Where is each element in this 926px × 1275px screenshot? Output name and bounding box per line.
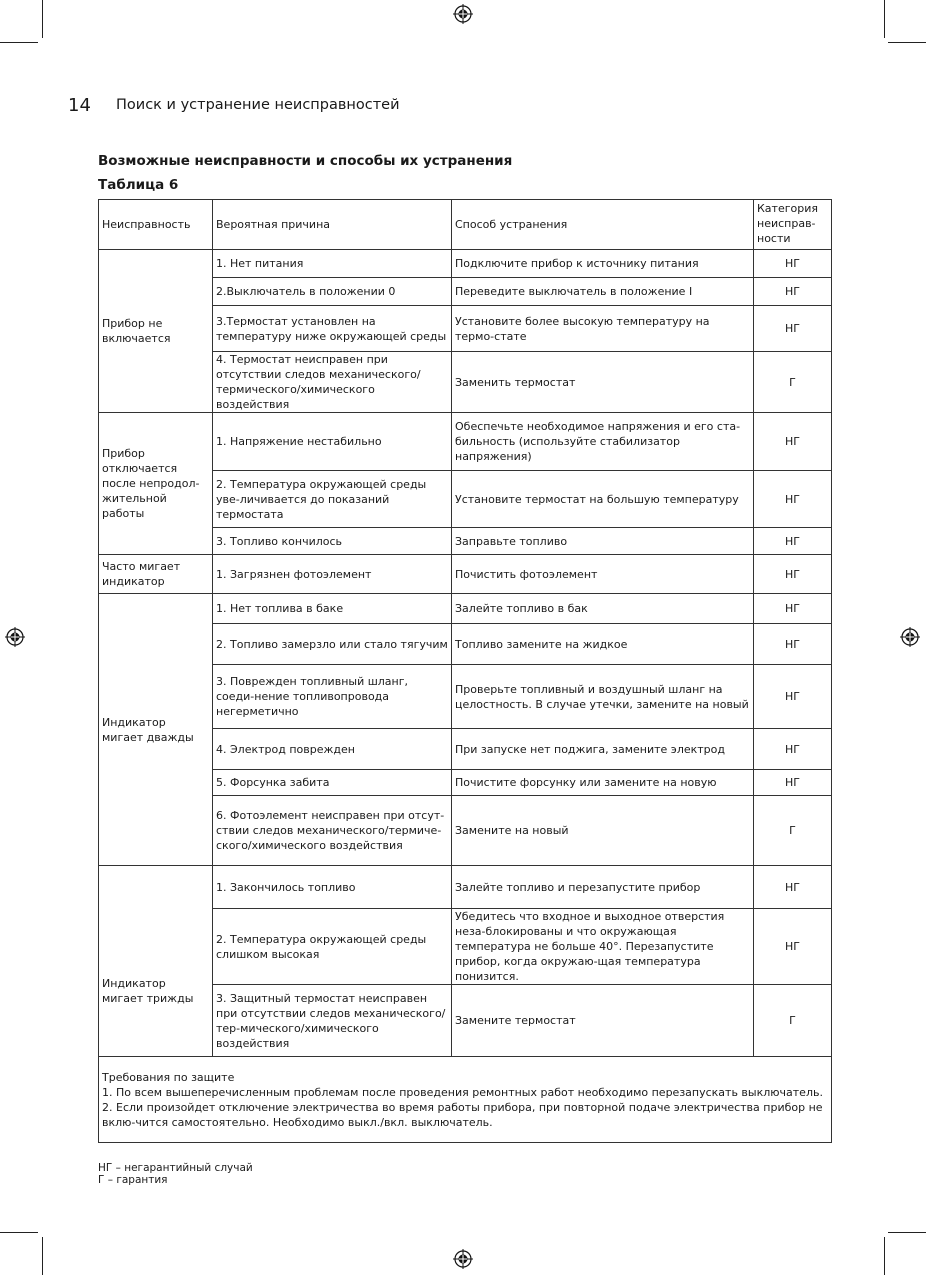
- cause-cell: 1. Нет питания: [213, 250, 452, 278]
- cause-cell: 1. Закончилось топливо: [213, 866, 452, 909]
- header-fault: Неисправность: [99, 200, 213, 250]
- category-cell: НГ: [754, 909, 832, 985]
- remedy-cell: При запуске нет поджига, замените электрод: [452, 729, 754, 770]
- category-cell: НГ: [754, 729, 832, 770]
- category-cell: НГ: [754, 471, 832, 528]
- crop-mark: [888, 1232, 926, 1233]
- remedy-cell: Замените термостат: [452, 985, 754, 1057]
- header-remedy: Способ устранения: [452, 200, 754, 250]
- header-category: Категория неисправ-ности: [754, 200, 832, 250]
- note-item: 1. По всем вышеперечисленным проблемам после проведения ремонтных работ необходимо перезапускать выключатель.: [102, 1085, 823, 1099]
- cause-cell: 6. Фотоэлемент неисправен при отсут-ствии следов механического/термиче-ского/химического воздействия: [213, 796, 452, 866]
- remedy-cell: Топливо замените на жидкое: [452, 624, 754, 665]
- fault-cell: Часто мигает индикатор: [99, 555, 213, 594]
- remedy-cell: Заменить термостат: [452, 352, 754, 413]
- category-cell: НГ: [754, 594, 832, 624]
- cause-cell: 3. Защитный термостат неисправен при отсутствии следов механического/тер-мического/химического воздействия: [213, 985, 452, 1057]
- fault-cell: Индикатор мигает трижды: [99, 866, 213, 1057]
- crop-mark: [0, 42, 38, 43]
- legend-ng: НГ – негарантийный случай: [98, 1162, 253, 1174]
- category-cell: НГ: [754, 413, 832, 471]
- crop-mark: [42, 1237, 43, 1275]
- cause-cell: 2. Температура окружающей среды слишком высокая: [213, 909, 452, 985]
- remedy-cell: Залейте топливо и перезапустите прибор: [452, 866, 754, 909]
- cause-cell: 2. Топливо замерзло или стало тягучим: [213, 624, 452, 665]
- remedy-cell: Установите термостат на большую температуру: [452, 471, 754, 528]
- cause-cell: 1. Напряжение нестабильно: [213, 413, 452, 471]
- fault-cell: Прибор не включается: [99, 250, 213, 413]
- table-row: [99, 594, 832, 624]
- cause-cell: 1. Загрязнен фотоэлемент: [213, 555, 452, 594]
- cause-cell: 1. Нет топлива в баке: [213, 594, 452, 624]
- cause-cell: 3.Термостат установлен на температуру ниже окружающей среды: [213, 306, 452, 352]
- table-row: [99, 413, 832, 471]
- remedy-cell: Убедитесь что входное и выходное отверстия неза-блокированы и что окружающая температура не больше 40°. Перезапустите прибор, когда окружаю-щая температура понизится.: [452, 909, 754, 985]
- cause-cell: 2. Температура окружающей среды уве-личивается до показаний термостата: [213, 471, 452, 528]
- remedy-cell: Замените на новый: [452, 796, 754, 866]
- category-cell: НГ: [754, 306, 832, 352]
- crop-mark: [888, 42, 926, 43]
- notes-row: [99, 1057, 832, 1143]
- category-cell: Г: [754, 796, 832, 866]
- page-number: 14: [68, 95, 91, 116]
- category-cell: НГ: [754, 250, 832, 278]
- remedy-cell: Почистить фотоэлемент: [452, 555, 754, 594]
- fault-cell: Прибор отключается после непродол-жительной работы: [99, 413, 213, 555]
- notes-cell: [99, 1057, 832, 1143]
- cause-cell: 3. Поврежден топливный шланг, соеди-нение топливопровода негерметично: [213, 665, 452, 729]
- remedy-cell: Проверьте топливный и воздушный шланг на целостность. В случае утечки, замените на новый: [452, 665, 754, 729]
- category-cell: НГ: [754, 665, 832, 729]
- table-row: [99, 555, 832, 594]
- cause-cell: 5. Форсунка забита: [213, 770, 452, 796]
- remedy-cell: Переведите выключатель в положение I: [452, 278, 754, 306]
- remedy-cell: Залейте топливо в бак: [452, 594, 754, 624]
- category-cell: Г: [754, 352, 832, 413]
- crop-mark: [42, 0, 43, 38]
- note-item: 2. Если произойдет отключение электричества во время работы прибора, при повторной подаче электричества прибор не вклю-чится самостоятельно. Необходимо выкл./вкл. выключатель.: [102, 1100, 823, 1129]
- crop-mark: [884, 1237, 885, 1275]
- category-cell: Г: [754, 985, 832, 1057]
- category-cell: НГ: [754, 866, 832, 909]
- registration-mark-icon: [900, 627, 920, 647]
- page-header-title: Поиск и устранение неисправностей: [116, 97, 400, 113]
- cause-cell: 3. Топливо кончилось: [213, 528, 452, 555]
- header-cause: Вероятная причина: [213, 200, 452, 250]
- remedy-cell: Обеспечьте необходимое напряжения и его ста-бильность (используйте стабилизатор напряжения): [452, 413, 754, 471]
- remedy-cell: Установите более высокую температуру на термо-стате: [452, 306, 754, 352]
- remedy-cell: Подключите прибор к источнику питания: [452, 250, 754, 278]
- legend: [98, 1162, 253, 1186]
- crop-mark: [884, 0, 885, 38]
- registration-mark-icon: [5, 627, 25, 647]
- category-cell: НГ: [754, 624, 832, 665]
- legend-g: Г – гарантия: [98, 1174, 168, 1186]
- table-row: [99, 250, 832, 278]
- category-cell: НГ: [754, 528, 832, 555]
- troubleshooting-table: [98, 199, 832, 1143]
- cause-cell: 4. Термостат неисправен при отсутствии следов механического/термического/химического воздействия: [213, 352, 452, 413]
- remedy-cell: Заправьте топливо: [452, 528, 754, 555]
- category-cell: НГ: [754, 555, 832, 594]
- registration-mark-icon: [453, 4, 473, 24]
- remedy-cell: Почистите форсунку или замените на новую: [452, 770, 754, 796]
- fault-cell: Индикатор мигает дважды: [99, 594, 213, 866]
- table-title: Таблица 6: [98, 177, 179, 193]
- category-cell: НГ: [754, 770, 832, 796]
- table-row: [99, 866, 832, 909]
- table-header-row: [99, 200, 832, 250]
- section-title: Возможные неисправности и способы их устранения: [98, 153, 513, 169]
- cause-cell: 2.Выключатель в положении 0: [213, 278, 452, 306]
- crop-mark: [0, 1232, 38, 1233]
- notes-title: Требования по защите: [102, 1070, 235, 1084]
- category-cell: НГ: [754, 278, 832, 306]
- registration-mark-icon: [453, 1249, 473, 1269]
- cause-cell: 4. Электрод поврежден: [213, 729, 452, 770]
